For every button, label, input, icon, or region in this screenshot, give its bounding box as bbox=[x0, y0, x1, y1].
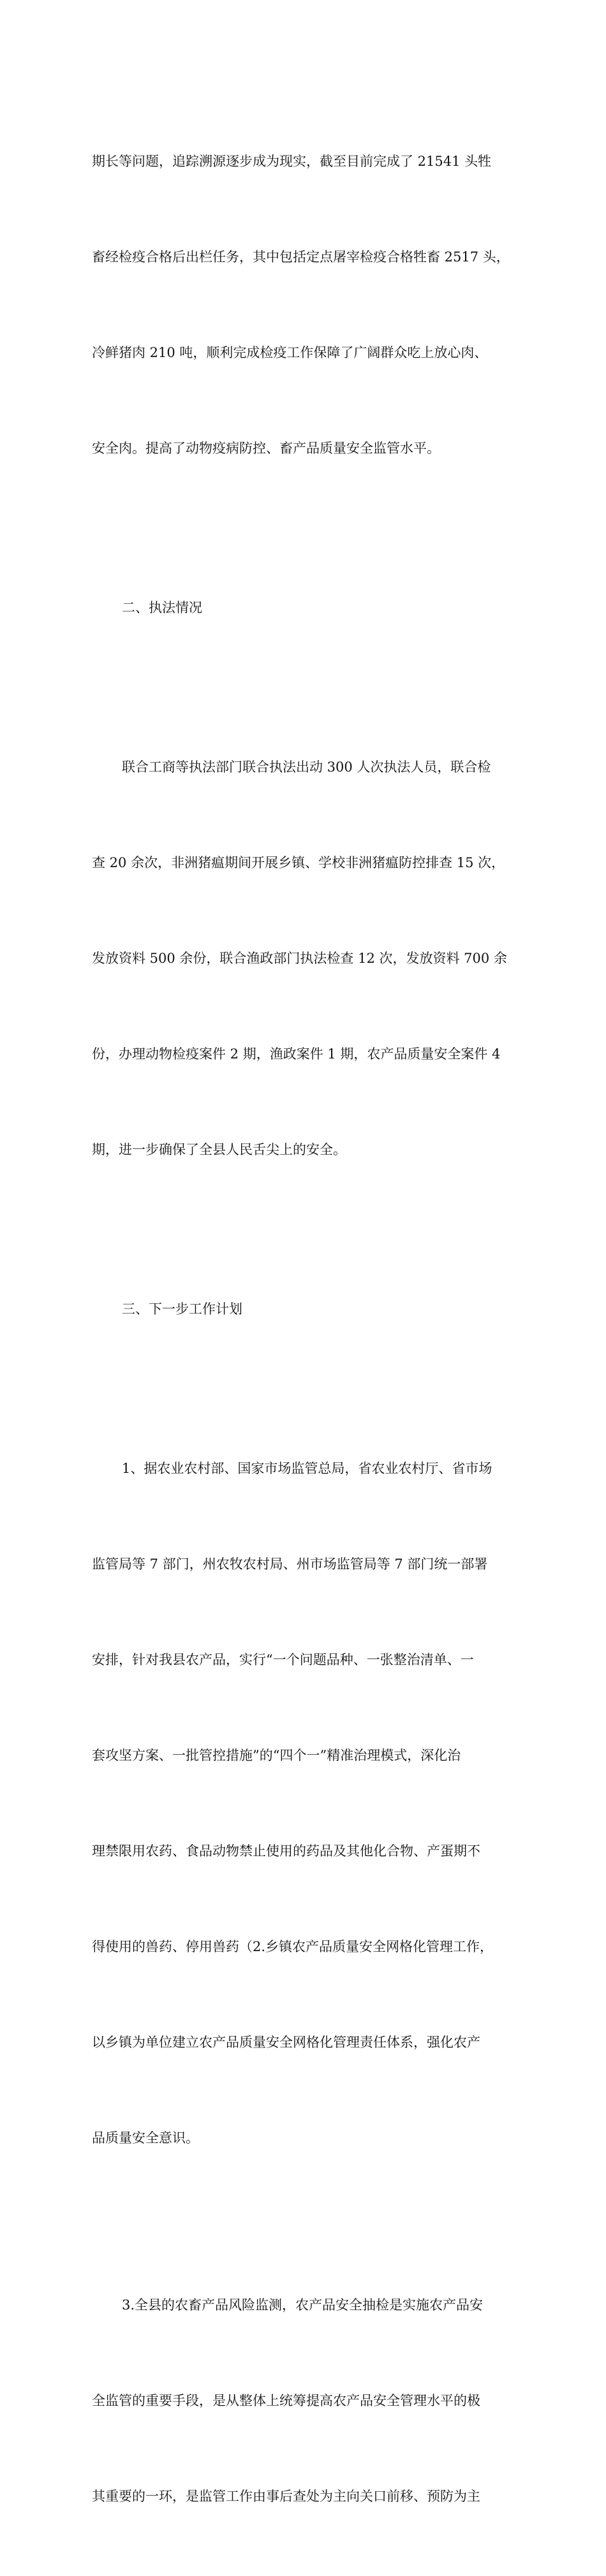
text-line: 套攻坚方案、一批管控措施”的“四个一”精准治理模式，深化治 bbox=[92, 1748, 461, 1763]
text-line: 安全肉。提高了动物疫病防控、畜产品质量安全监管水平。 bbox=[92, 441, 440, 456]
text-line: 冷鲜猪肉 210 吨，顺利完成检疫工作保障了广阔群众吃上放心肉、 bbox=[92, 345, 488, 360]
heading-next-plan bbox=[92, 1229, 519, 1389]
section-heading: 三、下一步工作计划 bbox=[122, 1301, 242, 1317]
text-line: 监管局等 7 部门，州农牧农村局、州市场监管局等 7 部门统一部署 bbox=[92, 1556, 488, 1572]
paragraph-livestock-quarantine bbox=[92, 82, 519, 528]
text-line: 其重要的一环，是监管工作由事后查处为主向关口前移、预防为主 bbox=[92, 2489, 480, 2504]
text-line: 全监管的重要手段，是从整体上统筹提高农产品安全管理水平的极 bbox=[92, 2393, 480, 2408]
paragraph-plan-item-3 bbox=[92, 2225, 519, 2576]
text-line: 安排，针对我县农产品，实行“一个问题品种、一张整治清单、一 bbox=[92, 1652, 474, 1667]
heading-enforcement bbox=[92, 528, 519, 687]
text-line: 期，进一步确保了全县人民舌尖上的安全。 bbox=[92, 1142, 346, 1157]
text-line: 以乡镇为单位建立农产品质量安全网格化管理责任体系，强化农产 bbox=[92, 2035, 480, 2050]
text-line: 理禁限用农药、食品动物禁止使用的药品及其他化合物、产蛋期不 bbox=[92, 1843, 480, 1859]
text-line: 3.全县的农畜产品风险监测，农产品安全抽检是实施农产品安 bbox=[122, 2297, 484, 2313]
paragraph-enforcement bbox=[92, 687, 519, 1229]
section-heading: 二、执法情况 bbox=[122, 600, 202, 615]
text-line: 得使用的兽药、停用兽药（2.乡镇农产品质量安全网格化管理工作， bbox=[92, 1939, 494, 1954]
text-line: 期长等问题，追踪溯源逐步成为现实，截至目前完成了 21541 头牲 bbox=[92, 154, 492, 169]
text-line: 发放资料 500 余份，联合渔政部门执法检查 12 次，发放资料 700 余 bbox=[92, 951, 507, 966]
document-body bbox=[92, 82, 519, 2576]
text-line: 查 20 余次，非洲猪瘟期间开展乡镇、学校非洲猪瘟防控排查 15 次， bbox=[92, 855, 505, 870]
text-line: 1、据农业农村部、国家市场监管总局，省农业农村厅、省市场 bbox=[122, 1461, 492, 1476]
text-line: 联合工商等执法部门联合执法出动 300 人次执法人员，联合检 bbox=[122, 759, 491, 775]
text-line: 品质量安全意识。 bbox=[92, 2130, 199, 2146]
text-line: 畜经检疫合格后出栏任务，其中包括定点屠宰检疫合格牲畜 2517 头， bbox=[92, 249, 510, 265]
text-line: 份，办理动物检疫案件 2 期，渔政案件 1 期，农产品质量安全案件 4 bbox=[92, 1046, 501, 1062]
paragraph-plan-item-1 bbox=[92, 1389, 519, 2218]
